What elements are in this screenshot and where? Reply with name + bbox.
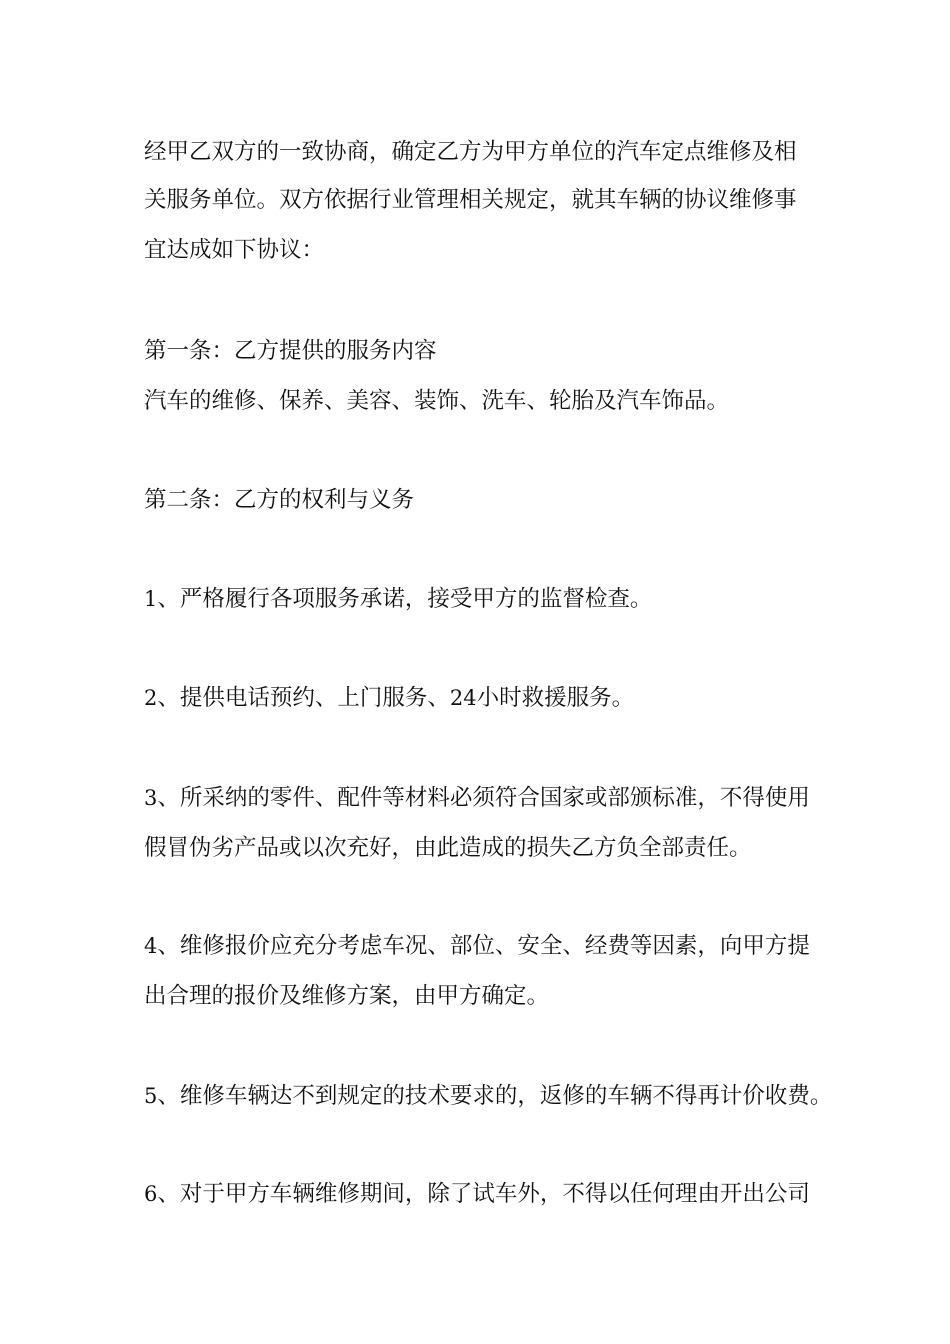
item-number: 3 <box>144 786 158 810</box>
item-text: 、对于甲方车辆维修期间，除了试车外，不得以任何理由开出公司 <box>157 1181 810 1207</box>
item-text: 、维修报价应充分考虑车况、部位、安全、经费等因素，向甲方提 <box>157 933 810 959</box>
list-item-1 <box>144 584 824 614</box>
item-inline-number: 24 <box>449 686 477 710</box>
item-text-suffix: 小时救援服务。 <box>476 685 635 711</box>
article-1-heading: 第一条：乙方提供的服务内容 <box>144 338 437 364</box>
item-text: 、所采纳的零件、配件等材料必须符合国家或部颁标准，不得使用 <box>157 785 810 811</box>
article-1-body: 汽车的维修、保养、美容、装饰、洗车、轮胎及汽车饰品。 <box>144 388 730 414</box>
article-2-heading: 第二条：乙方的权利与义务 <box>144 487 415 513</box>
item-number: 5 <box>144 1084 158 1108</box>
intro-line-3: 宜达成如下协议： <box>144 237 325 263</box>
intro-line-1: 经甲乙双方的一致协商，确定乙方为甲方单位的汽车定点维修及相 <box>144 139 797 165</box>
list-item-5 <box>144 1081 833 1111</box>
list-item-3 <box>144 783 824 813</box>
item-number: 4 <box>144 934 158 958</box>
list-item-2 <box>144 683 824 713</box>
item-number: 6 <box>144 1182 158 1206</box>
item-text: 、维修车辆达不到规定的技术要求的，返修的车辆不得再计价收费。 <box>157 1083 833 1109</box>
list-item-3-line-2: 假冒伪劣产品或以次充好，由此造成的损失乙方负全部责任。 <box>144 835 752 861</box>
item-text: 、提供电话预约、上门服务、 <box>157 685 450 711</box>
list-item-4-line-2: 出合理的报价及维修方案，由甲方确定。 <box>144 983 550 1009</box>
item-text: 、严格履行各项服务承诺，接受甲方的监督检查。 <box>157 586 653 612</box>
item-number: 2 <box>144 686 158 710</box>
list-item-6 <box>144 1179 824 1209</box>
item-number: 1 <box>144 587 158 611</box>
intro-line-2: 关服务单位。双方依据行业管理相关规定，就其车辆的协议维修事 <box>144 187 797 213</box>
list-item-4 <box>144 931 824 961</box>
